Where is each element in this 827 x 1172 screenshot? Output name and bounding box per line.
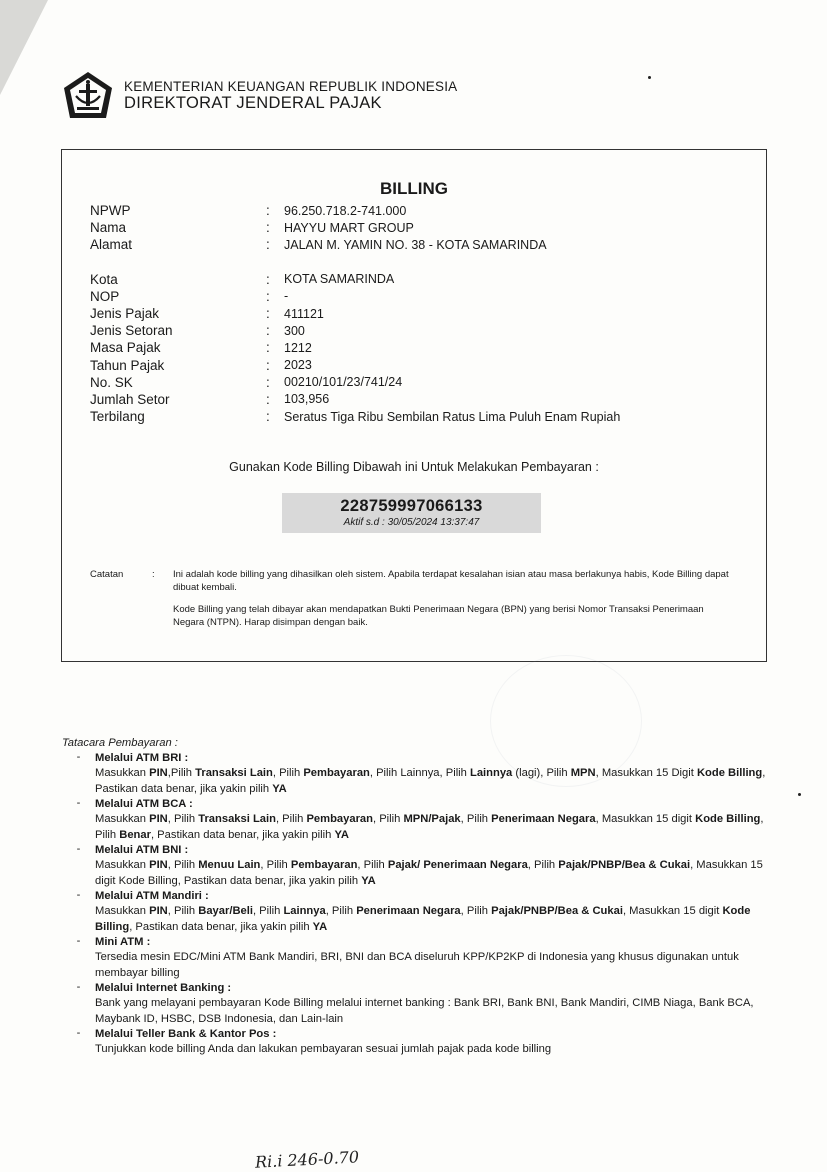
bullet: - xyxy=(76,751,81,763)
method-text-segment: Tersedia mesin EDC/Mini ATM Bank Mandiri, BRI, BNI dan BCA diseluruh KPP/KP2KP di Indonesia yang khusus digunakan untuk membayar billing xyxy=(95,951,739,979)
field-value: 1212 xyxy=(284,340,312,355)
field-separator: : xyxy=(266,288,270,304)
method-text-segment: Transaksi Lain xyxy=(198,813,276,825)
method-text-segment: Transaksi Lain xyxy=(195,767,273,779)
field-separator: : xyxy=(266,340,270,356)
method-description xyxy=(95,950,767,981)
bullet: - xyxy=(76,1027,81,1039)
kemenkeu-emblem-icon xyxy=(62,70,114,122)
notes-separator: : xyxy=(152,569,155,580)
field-value: 103,956 xyxy=(284,392,330,407)
bullet: - xyxy=(76,843,81,855)
method-text-segment: Lainnya xyxy=(283,905,326,917)
field-row xyxy=(90,202,620,219)
method-text-segment: Penerimaan Negara xyxy=(356,905,461,917)
bullet: - xyxy=(76,889,81,901)
field-row xyxy=(90,219,620,236)
letterhead xyxy=(62,70,457,122)
field-row xyxy=(90,408,620,425)
method-text-segment: Masukkan xyxy=(95,767,150,779)
method-text-segment: , Pilih xyxy=(260,859,291,871)
field-row xyxy=(90,357,620,374)
method-title: Melalui ATM Mandiri : xyxy=(95,890,209,902)
field-label: Masa Pajak xyxy=(90,340,161,356)
field-label: Jenis Pajak xyxy=(90,306,160,322)
method-text-segment: , Pilih xyxy=(167,813,199,825)
field-row xyxy=(90,374,620,391)
active-until: Aktif s.d : 30/05/2024 13:37:47 xyxy=(343,517,480,528)
field-row xyxy=(90,236,620,253)
handwritten-note: Ri.i 246-0.70 xyxy=(254,1147,360,1172)
scan-speck xyxy=(648,76,651,79)
procedure-title: Tatacara Pembayaran : xyxy=(62,737,178,749)
field-label: NOP xyxy=(90,288,120,304)
method-text-segment: , Pastikan data benar, jika yakin pilih xyxy=(95,767,766,795)
method-text-segment: Kode Billing xyxy=(95,905,751,933)
method-title: Melalui Internet Banking : xyxy=(95,982,232,994)
field-separator: : xyxy=(266,357,270,373)
field-value: HAYYU MART GROUP xyxy=(284,220,414,235)
method-text-segment: , Pilih xyxy=(167,905,199,917)
method-text-segment: , Masukkan 15 Digit xyxy=(595,767,697,779)
method-text-segment: MPN/Pajak xyxy=(403,813,461,825)
field-separator: : xyxy=(266,220,270,236)
method-text-segment: ,Pilih xyxy=(167,767,196,779)
method-text-segment: Pembayaran xyxy=(290,859,358,871)
method-text-segment: Pembayaran xyxy=(303,767,370,779)
method-text-segment: , Pilih xyxy=(372,813,404,825)
field-separator: : xyxy=(266,237,270,253)
method-description xyxy=(95,1042,767,1058)
method-text-segment: , Pilih Lainnya, Pilih xyxy=(369,767,470,779)
method-text-segment: Kode Billing xyxy=(696,767,763,779)
method-title: Melalui ATM BCA : xyxy=(95,798,193,810)
payment-methods-list xyxy=(62,751,767,1058)
field-value: Seratus Tiga Ribu Sembilan Ratus Lima Puluh Enam Rupiah xyxy=(284,409,621,424)
field-label: Alamat xyxy=(90,237,133,253)
field-label: No. SK xyxy=(90,374,133,390)
notes-section xyxy=(90,568,733,638)
page-corner-shadow xyxy=(0,0,48,95)
field-value: 300 xyxy=(284,323,305,338)
field-value: 96.250.718.2-741.000 xyxy=(284,203,407,218)
billing-fields xyxy=(90,202,620,425)
payment-method-item xyxy=(62,843,767,889)
method-text-segment: , Pastikan data benar, jika yakin pilih xyxy=(129,920,313,933)
field-label: Tahun Pajak xyxy=(90,357,165,373)
payment-method-item xyxy=(62,935,767,981)
field-separator: : xyxy=(266,409,270,425)
method-text-segment: Pajak/PNBP/Bea & Cukai xyxy=(558,859,691,871)
method-title: Melalui ATM BRI : xyxy=(95,752,189,764)
method-text-segment: , Pilih xyxy=(357,859,388,871)
method-text-segment: YA xyxy=(334,828,349,841)
field-separator: : xyxy=(266,374,270,390)
payment-method-item xyxy=(62,981,767,1027)
payment-method-item xyxy=(62,797,767,843)
field-row xyxy=(90,391,620,408)
payment-method-item xyxy=(62,889,767,935)
method-text-segment: PIN xyxy=(149,905,168,917)
ministry-name: KEMENTERIAN KEUANGAN REPUBLIK INDONESIA xyxy=(124,78,458,94)
bullet: - xyxy=(76,797,81,809)
method-text-segment: Masukkan xyxy=(95,859,150,871)
method-text-segment: , Masukkan 15 digit xyxy=(622,905,723,917)
method-text-segment: PIN xyxy=(149,859,168,871)
method-text-segment: YA xyxy=(312,920,328,933)
method-text-segment: Pembayaran xyxy=(306,813,373,825)
method-text-segment: Kode Billing xyxy=(695,813,761,825)
method-text-segment: , Pilih xyxy=(95,813,764,841)
method-text-segment: , Pilih xyxy=(527,859,559,871)
method-text-segment: MPN xyxy=(570,767,596,779)
billing-code-box xyxy=(282,493,541,533)
field-label: Jenis Setoran xyxy=(90,323,173,339)
field-value: 411121 xyxy=(284,306,324,321)
field-separator: : xyxy=(266,306,270,322)
payment-method-item xyxy=(62,1027,767,1058)
method-text-segment: , Pilih xyxy=(167,859,199,871)
billing-box xyxy=(61,149,767,662)
method-text-segment: PIN xyxy=(149,813,168,825)
field-value: JALAN M. YAMIN NO. 38 - KOTA SAMARINDA xyxy=(284,237,547,252)
field-value: KOTA SAMARINDA xyxy=(284,272,395,287)
field-separator: : xyxy=(266,271,270,287)
method-text-segment: , Pilih xyxy=(272,767,304,779)
method-description xyxy=(95,904,767,935)
method-text-segment: Bayar/Beli xyxy=(198,905,253,917)
payment-instruction: Gunakan Kode Billing Dibawah ini Untuk Melakukan Pembayaran : xyxy=(229,460,599,474)
method-description xyxy=(95,766,767,797)
field-row xyxy=(90,322,620,339)
payment-procedure xyxy=(62,737,767,1058)
method-text-segment: , Pilih xyxy=(252,905,284,917)
notes-label: Catatan xyxy=(90,569,124,580)
method-title: Melalui Teller Bank & Kantor Pos : xyxy=(95,1028,277,1040)
method-text-segment: , Masukkan 15 digit xyxy=(595,813,696,825)
method-text-segment: Pajak/ Penerimaan Negara xyxy=(387,859,528,871)
method-text-segment: (lagi), Pilih xyxy=(512,767,571,779)
field-value: 00210/101/23/741/24 xyxy=(284,375,403,390)
field-row xyxy=(90,271,620,288)
method-text-segment: Pajak/PNBP/Bea & Cukai xyxy=(491,905,623,917)
scan-speck xyxy=(798,793,801,796)
note-text: Kode Billing yang telah dibayar akan mendapatkan Bukti Penerimaan Negara (BPN) yang berisi Nomor Transaksi Penerimaan Negara (NTPN). Harap disimpan dengan baik. xyxy=(173,604,704,628)
method-text-segment: Benar xyxy=(119,828,151,841)
method-text-segment: , Pilih xyxy=(275,813,307,825)
method-description xyxy=(95,996,767,1027)
method-text-segment: YA xyxy=(361,874,376,887)
note-text: Ini adalah kode billing yang dihasilkan oleh sistem. Apabila terdapat kesalahan isian atau masa berlakunya habis, Kode Billing dapat dibuat kembali. xyxy=(173,569,729,593)
field-label: NPWP xyxy=(90,203,131,219)
payment-method-item xyxy=(62,751,767,797)
method-text-segment: PIN xyxy=(149,767,168,779)
method-description xyxy=(95,812,767,843)
field-label: Kota xyxy=(90,271,118,287)
bullet: - xyxy=(76,981,81,993)
method-text-segment: , Masukkan 15 digit Kode Billing, Pastikan data benar, jika yakin pilih xyxy=(95,859,763,887)
method-description xyxy=(95,858,767,889)
method-text-segment: Bank yang melayani pembayaran Kode Billing melalui internet banking : Bank BRI, Bank BNI, Bank Mandiri, CIMB Niaga, Bank BCA, Maybank ID, HSBC, DSB Indonesia, dan Lain-lain xyxy=(95,997,754,1025)
field-label: Nama xyxy=(90,220,127,236)
method-text-segment: , Pilih xyxy=(460,813,492,825)
field-row xyxy=(90,288,620,305)
directorate-name: DIREKTORAT JENDERAL PAJAK xyxy=(124,94,382,113)
method-text-segment: Lainnya xyxy=(470,767,513,779)
method-text-segment: , Pilih xyxy=(460,905,492,917)
field-separator: : xyxy=(266,203,270,219)
field-label: Terbilang xyxy=(90,409,145,425)
field-value: 2023 xyxy=(284,358,312,373)
method-title: Melalui ATM BNI : xyxy=(95,844,189,856)
method-text-segment: Masukkan xyxy=(95,905,150,917)
field-row xyxy=(90,339,620,356)
billing-title: BILLING xyxy=(380,179,448,198)
method-text-segment: YA xyxy=(272,782,287,795)
method-text-segment: , Pastikan data benar, jika yakin pilih xyxy=(150,828,335,841)
bullet: - xyxy=(76,935,81,947)
method-text-segment: Menuu Lain xyxy=(198,859,261,871)
method-text-segment: Masukkan xyxy=(95,813,150,825)
billing-code: 228759997066133 xyxy=(340,497,483,515)
method-text-segment: Tunjukkan kode billing Anda dan lakukan pembayaran sesuai jumlah pajak pada kode billing xyxy=(95,1043,552,1055)
method-text-segment: Penerimaan Negara xyxy=(491,813,596,825)
field-separator: : xyxy=(266,391,270,407)
field-row xyxy=(90,305,620,322)
field-label: Jumlah Setor xyxy=(90,391,170,407)
field-value: - xyxy=(284,289,289,304)
field-separator: : xyxy=(266,323,270,339)
method-text-segment: , Pilih xyxy=(325,905,357,917)
method-title: Mini ATM : xyxy=(95,936,151,948)
